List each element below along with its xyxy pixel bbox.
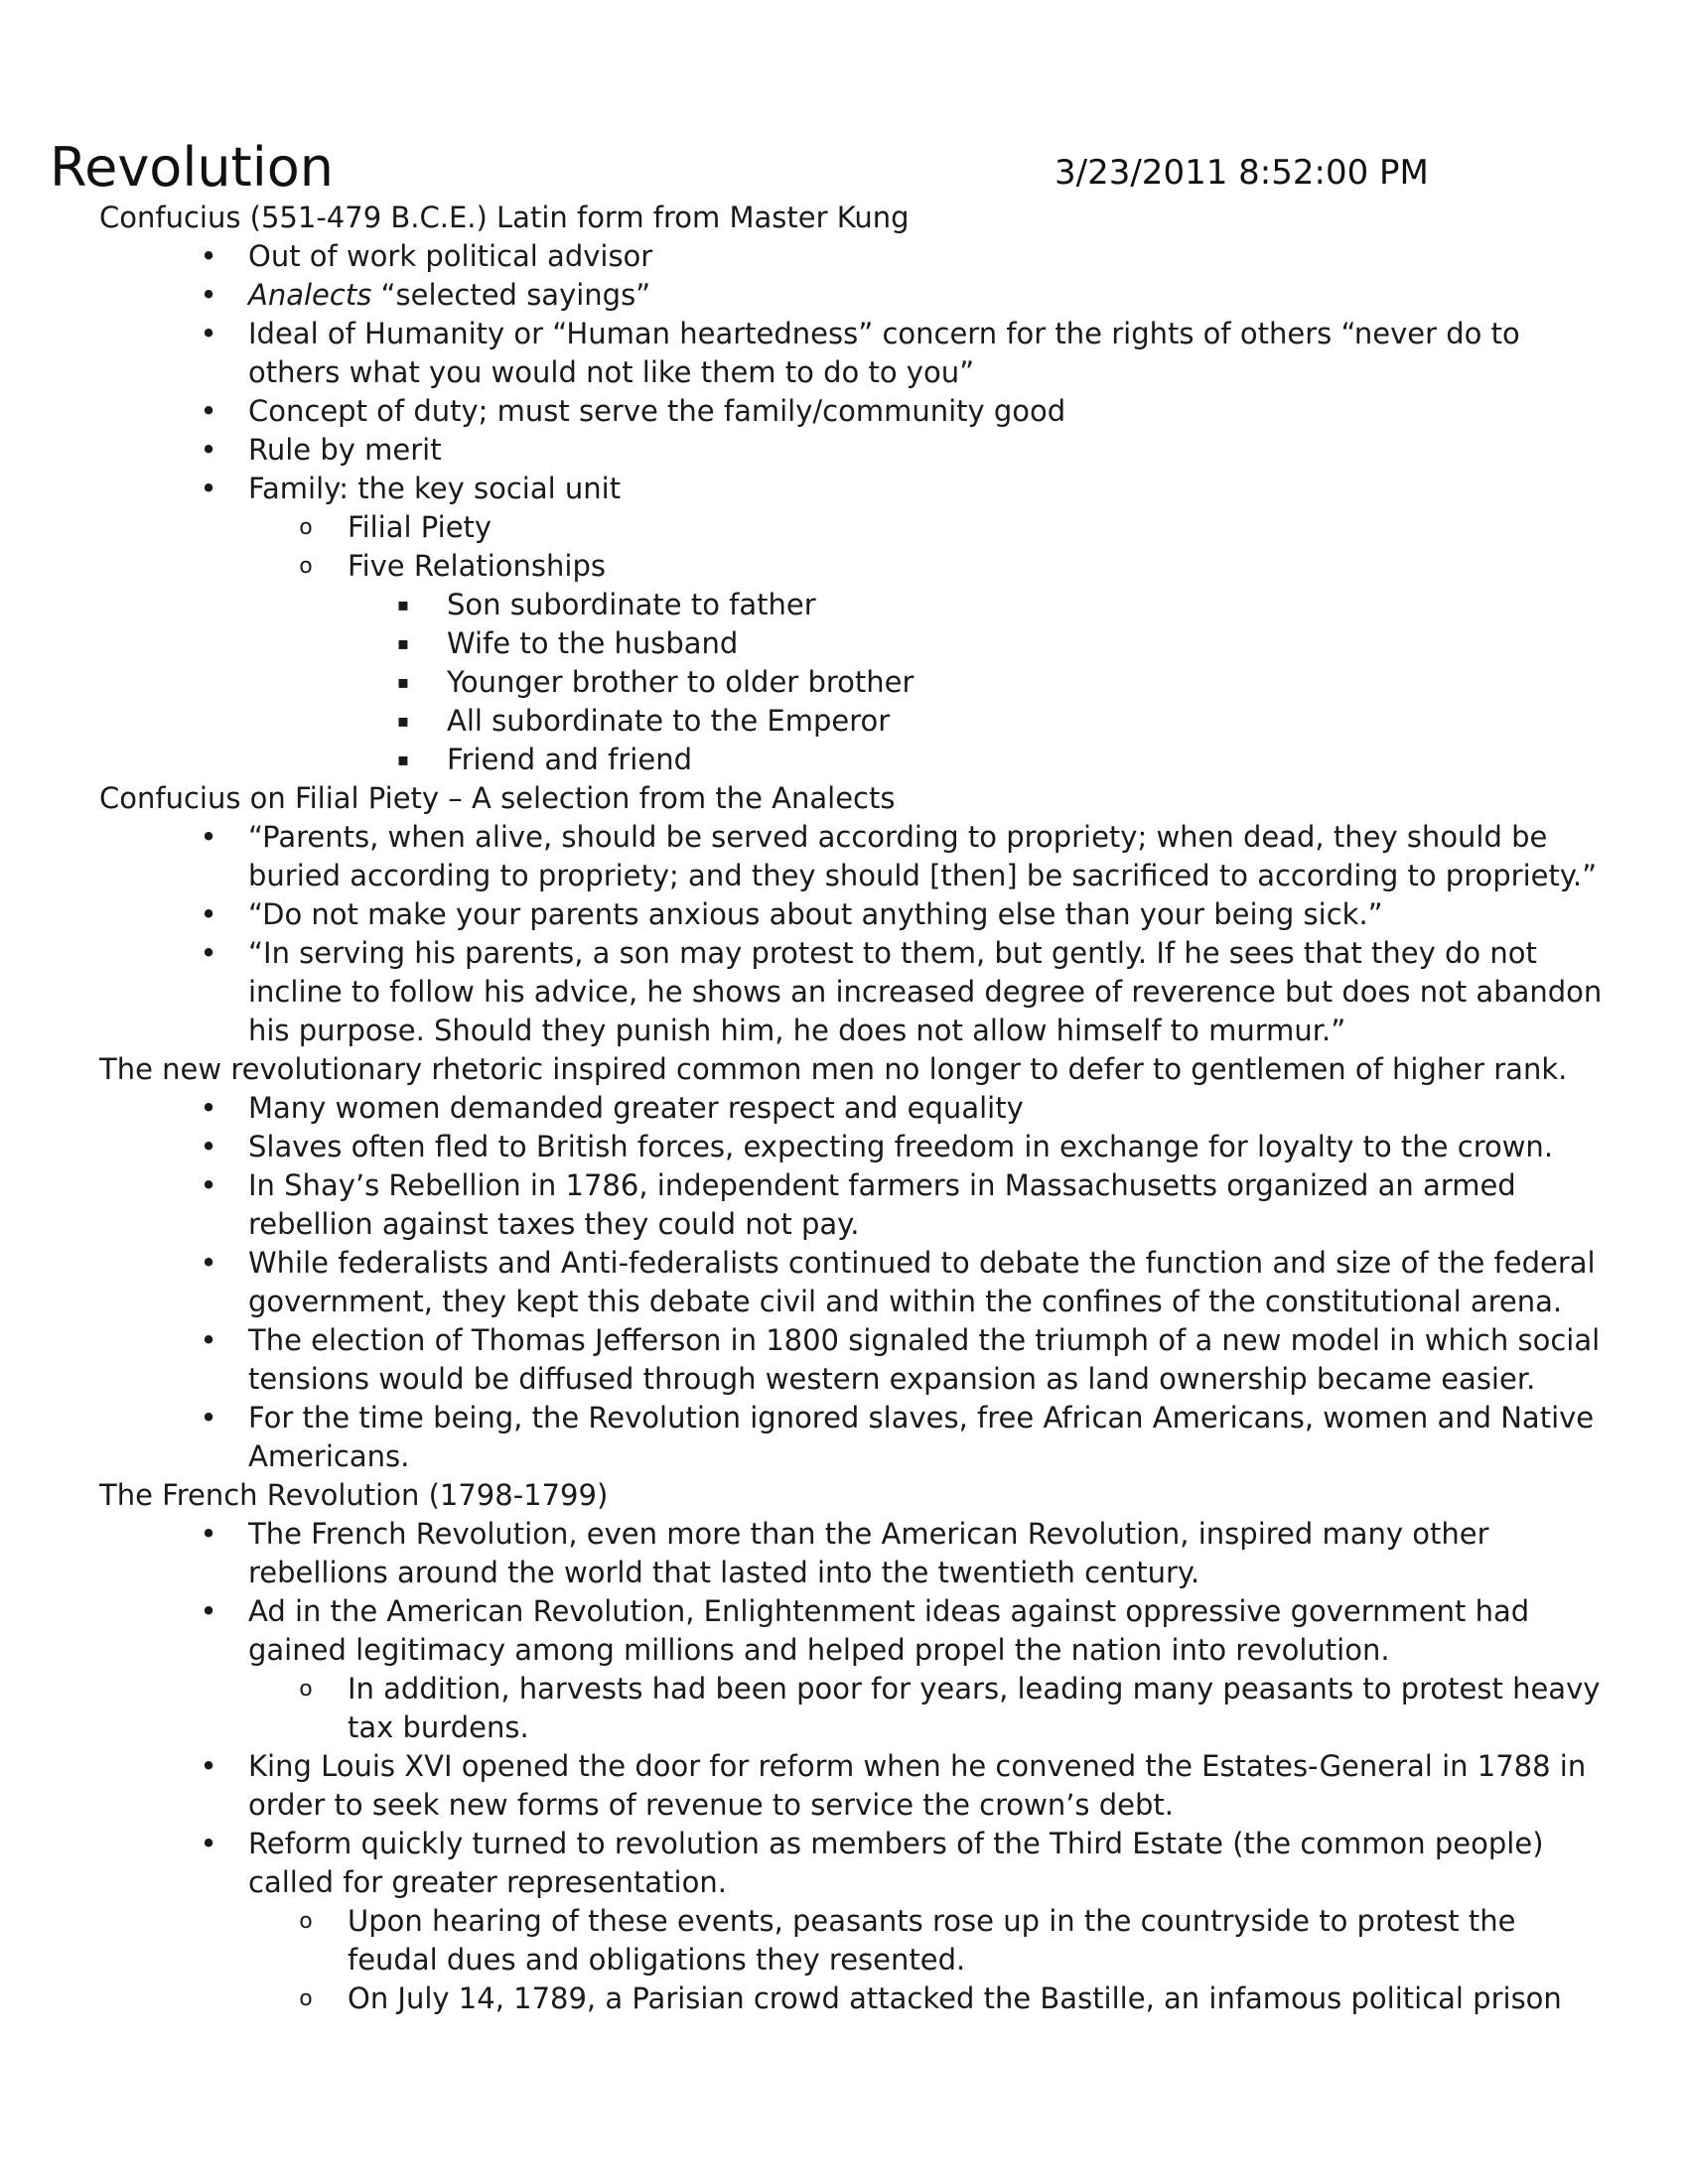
item-text: Many women demanded greater respect and equality xyxy=(248,1091,1024,1125)
square-bullet-icon: ▪ xyxy=(396,711,410,732)
item-text: For the time being, the Revolution ignored slaves, free African Americans, women and Native Americans. xyxy=(248,1401,1595,1473)
bullet-icon: • xyxy=(200,472,217,505)
list-item xyxy=(99,315,1609,392)
document-title: Revolution xyxy=(50,136,334,199)
item-text: “Parents, when alive, should be served according to propriety; when dead, they should be buried according to propriety; and they should [then] be sacrificed to according to propriety.” xyxy=(248,820,1598,892)
item-text: Ideal of Humanity or “Human heartedness” concern for the rights of others “never do to others what you would not like them to do to you” xyxy=(248,317,1520,389)
item-text: The French Revolution, even more than the American Revolution, inspired many other rebellions around the world that lasted into the twentieth century. xyxy=(248,1517,1489,1589)
list-item xyxy=(99,1244,1609,1321)
square-bullet-icon: ▪ xyxy=(396,595,410,615)
bullet-icon: • xyxy=(200,1091,217,1125)
item-text: In Shay’s Rebellion in 1786, independent farmers in Massachusetts organized an armed rebellion against taxes they could not pay. xyxy=(248,1168,1516,1241)
list-item xyxy=(99,470,1609,508)
item-text: Filial Piety xyxy=(348,510,492,544)
bullet-icon: • xyxy=(200,394,217,428)
bullet-icon: • xyxy=(200,1827,217,1860)
list-item xyxy=(99,1902,1609,1979)
list-item xyxy=(99,1089,1609,1128)
item-text: Friend and friend xyxy=(447,743,692,776)
item-text: “selected sayings” xyxy=(371,278,651,312)
list-item xyxy=(99,1979,1609,2018)
circle-bullet-icon: o xyxy=(299,1909,313,1934)
square-bullet-icon: ▪ xyxy=(396,633,410,654)
bullet-icon: • xyxy=(200,433,217,467)
bullet-icon: • xyxy=(200,1130,217,1163)
item-text: “In serving his parents, a son may protest to them, but gently. If he sees that they do not incline to follow his advice, he shows an increased degree of reverence but does not abandon his purpose. Should they punish him, he does not allow himself to murmur.” xyxy=(248,936,1603,1047)
list-item xyxy=(99,1321,1609,1399)
list-item xyxy=(99,276,1609,315)
item-text: Out of work political advisor xyxy=(248,239,653,273)
list-item xyxy=(99,741,1609,779)
bullet-icon: • xyxy=(200,278,217,312)
item-text: Younger brother to older brother xyxy=(447,665,914,699)
item-text: Slaves often fled to British forces, expecting freedom in exchange for loyalty to the crown. xyxy=(248,1130,1554,1163)
item-text: In addition, harvests had been poor for years, leading many peasants to protest heavy tax burdens. xyxy=(348,1672,1601,1744)
item-text: Family: the key social unit xyxy=(248,472,622,505)
list-item xyxy=(99,1128,1609,1166)
item-text: Rule by merit xyxy=(248,433,442,467)
list-item xyxy=(99,547,1609,586)
list-item xyxy=(99,508,1609,547)
list-item xyxy=(99,586,1609,624)
bullet-icon: • xyxy=(200,1401,217,1434)
circle-bullet-icon: o xyxy=(299,1986,313,2011)
list-item xyxy=(99,895,1609,934)
list-item xyxy=(99,1825,1609,1902)
item-text: On July 14, 1789, a Parisian crowd attacked the Bastille, an infamous political prison xyxy=(348,1981,1562,2015)
circle-bullet-icon: o xyxy=(299,515,313,540)
italic-text: Analects xyxy=(248,278,372,312)
item-text: While federalists and Anti-federalists continued to debate the function and size of the federal government, they kept this debate civil and within the confines of the constitutional arena. xyxy=(248,1246,1596,1318)
list-item xyxy=(99,1399,1609,1476)
item-text: Concept of duty; must serve the family/community good xyxy=(248,394,1066,428)
list-item xyxy=(99,1592,1609,1670)
item-text: Son subordinate to father xyxy=(447,588,816,621)
bullet-icon: • xyxy=(200,1749,217,1783)
section-heading xyxy=(99,779,1609,818)
bullet-icon: • xyxy=(200,1594,217,1628)
outline-content xyxy=(99,199,1609,2018)
list-item xyxy=(99,1747,1609,1825)
bullet-icon: • xyxy=(200,239,217,273)
list-item xyxy=(99,934,1609,1050)
item-text: Ad in the American Revolution, Enlightenment ideas against oppressive government had gained legitimacy among millions and helped propel the nation into revolution. xyxy=(248,1594,1530,1667)
item-text: Upon hearing of these events, peasants rose up in the countryside to protest the feudal dues and obligations they resented. xyxy=(348,1904,1516,1977)
circle-bullet-icon: o xyxy=(299,1677,313,1702)
item-text: The election of Thomas Jefferson in 1800 signaled the triumph of a new model in which social tensions would be diffused through western expansion as land ownership became easier. xyxy=(248,1323,1601,1396)
section-heading xyxy=(99,1476,1609,1515)
list-item xyxy=(99,431,1609,470)
circle-bullet-icon: o xyxy=(299,554,313,579)
item-text: Reform quickly turned to revolution as members of the Third Estate (the common people) called for greater representation. xyxy=(248,1827,1544,1899)
item-text: The French Revolution (1798-1799) xyxy=(99,1478,609,1512)
list-item xyxy=(99,663,1609,702)
bullet-icon: • xyxy=(200,1517,217,1551)
item-text: Five Relationships xyxy=(348,549,606,583)
bullet-icon: • xyxy=(200,897,217,931)
square-bullet-icon: ▪ xyxy=(396,672,410,693)
document-datetime: 3/23/2011 8:52:00 PM xyxy=(1055,153,1429,193)
bullet-icon: • xyxy=(200,1323,217,1357)
bullet-icon: • xyxy=(200,936,217,970)
bullet-icon: • xyxy=(200,1168,217,1202)
item-text: The new revolutionary rhetoric inspired common men no longer to defer to gentlemen of higher rank. xyxy=(99,1052,1568,1086)
section-heading xyxy=(99,1050,1609,1089)
list-item xyxy=(99,1166,1609,1244)
list-item xyxy=(99,1515,1609,1592)
list-item xyxy=(99,818,1609,895)
item-text: Confucius (551-479 B.C.E.) Latin form from Master Kung xyxy=(99,201,910,234)
bullet-icon: • xyxy=(200,1246,217,1280)
square-bullet-icon: ▪ xyxy=(396,750,410,770)
list-item xyxy=(99,702,1609,741)
item-text: Confucius on Filial Piety – A selection from the Analects xyxy=(99,781,896,815)
list-item xyxy=(99,1670,1609,1747)
list-item xyxy=(99,392,1609,431)
section-heading xyxy=(99,199,1609,237)
item-text: Wife to the husband xyxy=(447,626,739,660)
item-text: “Do not make your parents anxious about anything else than your being sick.” xyxy=(248,897,1383,931)
list-item xyxy=(99,624,1609,663)
bullet-icon: • xyxy=(200,820,217,854)
item-text: All subordinate to the Emperor xyxy=(447,704,891,738)
list-item xyxy=(99,237,1609,276)
bullet-icon: • xyxy=(200,317,217,350)
item-text: King Louis XVI opened the door for reform when he convened the Estates-General in 1788 in order to seek new forms of revenue to service the crown’s debt. xyxy=(248,1749,1587,1822)
